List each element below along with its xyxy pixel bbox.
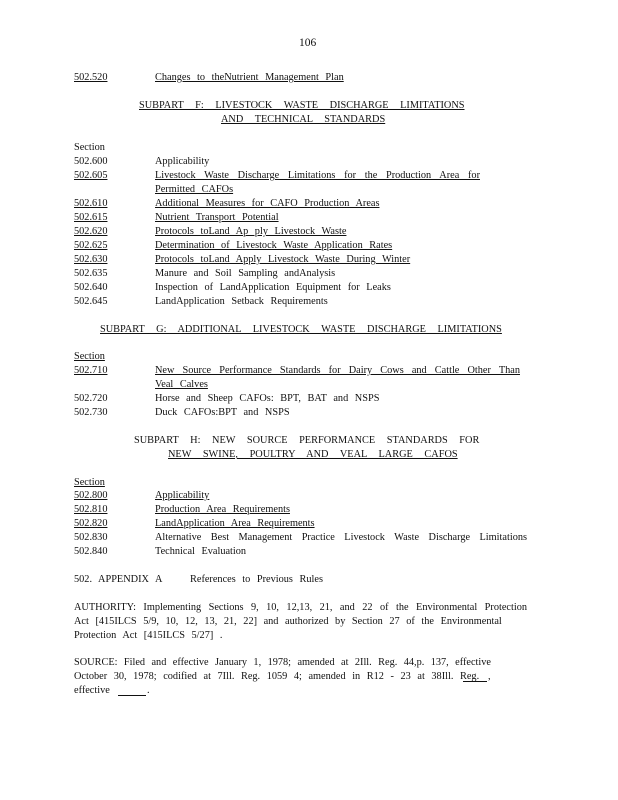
source-line: effective (74, 685, 110, 696)
section-number: 502.635 (74, 268, 108, 279)
section-title: Applicability (155, 490, 210, 501)
source-line: SOURCE: Filed and effective January 1, 1978; amended at 2Ill. Reg. 44,p. 137, effective (74, 657, 491, 668)
section-title: LandApplication Setback Requirements (155, 296, 328, 307)
subpart-f-heading: SUBPART F: LIVESTOCK WASTE DISCHARGE LIMITATIONS (139, 100, 465, 111)
section-title: Nutrient Transport Potential (155, 212, 279, 223)
section-number: 502.600 (74, 156, 108, 167)
source-line: October 30, 1978; codified at 7Ill. Reg. 1059 4; amended in R12 - 23 at 38Ill. Reg. (74, 671, 480, 682)
section-number: 502.830 (74, 532, 108, 543)
blank-line (118, 685, 146, 696)
section-label: Section (74, 351, 105, 362)
section-title: Additional Measures for CAFO Production Areas (155, 198, 380, 209)
section-number: 502.630 (74, 254, 108, 265)
section-title: Livestock Waste Discharge Limitations for the Production Area for (155, 170, 480, 181)
section-number: 502.625 (74, 240, 108, 251)
section-title: New Source Performance Standards for Dairy Cows and Cattle Other Than (155, 365, 520, 376)
section-number: 502.640 (74, 282, 108, 293)
section-title: Alternative Best Management Practice Livestock Waste Discharge Limitations (155, 532, 527, 543)
appendix-label: 502. APPENDIX A (74, 574, 163, 585)
section-number: 502.520 (74, 72, 108, 83)
subpart-f-heading-2: AND TECHNICAL STANDARDS (221, 114, 386, 125)
blank-line (463, 671, 487, 682)
section-number: 502.645 (74, 296, 108, 307)
appendix-title: References to Previous Rules (190, 574, 323, 585)
section-title-cont: Veal Calves (155, 379, 208, 390)
section-title: LandApplication Area Requirements (155, 518, 315, 529)
authority-line: AUTHORITY: Implementing Sections 9, 10, 12,13, 21, and 22 of the Environmental Protection (74, 602, 527, 613)
section-number: 502.620 (74, 226, 108, 237)
section-title: Applicability (155, 156, 210, 167)
source-line-end: , (488, 671, 491, 682)
section-number: 502.610 (74, 198, 108, 209)
section-title: Duck CAFOs:BPT and NSPS (155, 407, 290, 418)
subpart-h-heading-2: NEW SWINE, POULTRY AND VEAL LARGE CAFOS (168, 449, 458, 460)
section-title: Inspection of LandApplication Equipment for Leaks (155, 282, 391, 293)
section-number: 502.820 (74, 518, 108, 529)
authority-line: Protection Act [415ILCS 5/27] . (74, 630, 223, 641)
section-title: Manure and Soil Sampling andAnalysis (155, 268, 336, 279)
section-label: Section (74, 142, 105, 153)
authority-line: Act [415ILCS 5/9, 10, 12, 13, 21, 22] and authorized by Section 27 of the Environmental (74, 616, 502, 627)
section-number: 502.615 (74, 212, 108, 223)
subpart-h-heading: SUBPART H: NEW SOURCE PERFORMANCE STANDARDS FOR (134, 435, 480, 446)
section-label: Section (74, 477, 105, 488)
section-number: 502.810 (74, 504, 108, 515)
section-title-cont: Permitted CAFOs (155, 184, 234, 195)
section-number: 502.710 (74, 365, 108, 376)
section-number: 502.730 (74, 407, 108, 418)
section-title: Changes to theNutrient Management Plan (155, 72, 344, 83)
section-number: 502.720 (74, 393, 108, 404)
page-number: 106 (299, 37, 317, 49)
section-title: Protocols toLand Ap ply Livestock Waste (155, 226, 347, 237)
section-title: Horse and Sheep CAFOs: BPT, BAT and NSPS (155, 393, 380, 404)
section-title: Protocols toLand Apply Livestock Waste During Winter (155, 254, 411, 265)
subpart-g-heading: SUBPART G: ADDITIONAL LIVESTOCK WASTE DISCHARGE LIMITATIONS (100, 324, 502, 335)
section-number: 502.840 (74, 546, 108, 557)
source-line-end: . (147, 685, 150, 696)
section-number: 502.605 (74, 170, 108, 181)
section-title: Technical Evaluation (155, 546, 247, 557)
section-title: Production Area Requirements (155, 504, 290, 515)
section-number: 502.800 (74, 490, 108, 501)
section-title: Determination of Livestock Waste Application Rates (155, 240, 393, 251)
